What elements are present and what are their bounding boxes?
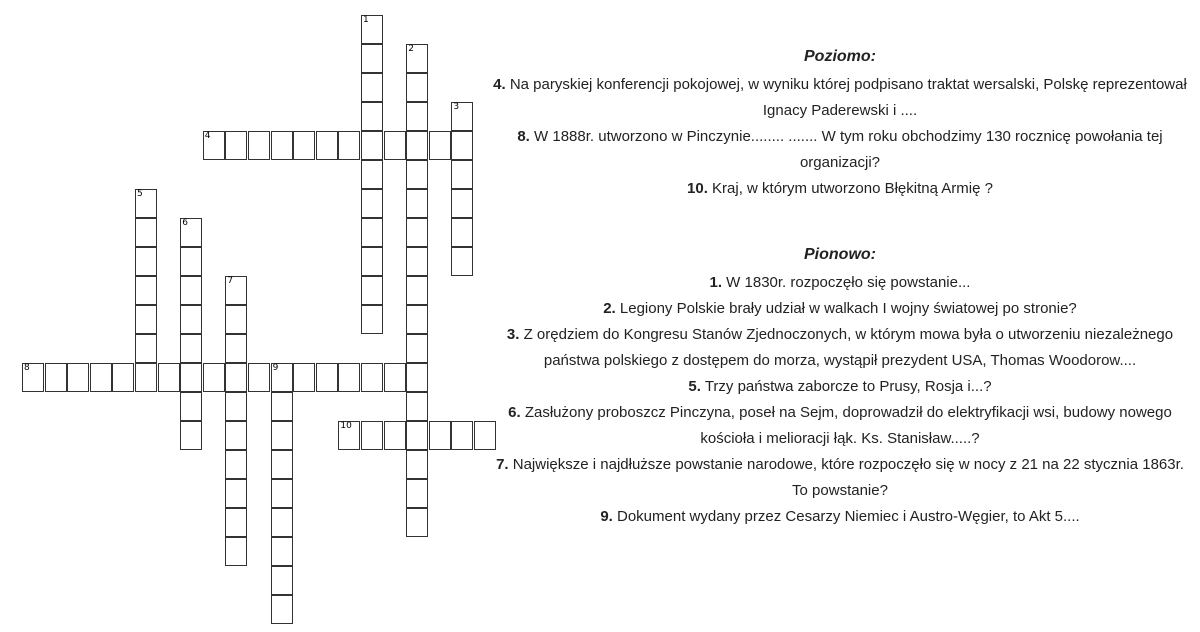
- crossword-cell[interactable]: [451, 189, 473, 218]
- crossword-cell[interactable]: [225, 131, 247, 160]
- crossword-cell[interactable]: [451, 218, 473, 247]
- crossword-cell[interactable]: [22, 363, 44, 392]
- crossword-cell[interactable]: [361, 363, 383, 392]
- across-clue: [490, 72, 1190, 124]
- cell-number: 4: [204, 131, 211, 141]
- crossword-cell[interactable]: [429, 421, 451, 450]
- down-clue: [490, 322, 1190, 374]
- clue-text: Kraj, w którym utworzono Błękitną Armię ?: [707, 180, 993, 197]
- clue-number: 9.: [600, 508, 613, 525]
- clue-text: Największe i najdłuższe powstanie narodowe, które rozpoczęło się w nocy z 21 na 22 stycznia 1863r. To powstanie?: [508, 456, 1184, 499]
- crossword-cell[interactable]: [361, 305, 383, 334]
- clue-number: 5.: [688, 378, 701, 395]
- crossword-cell[interactable]: [451, 247, 473, 276]
- crossword-cell[interactable]: [45, 363, 67, 392]
- crossword-cell[interactable]: [135, 189, 157, 218]
- crossword-cell[interactable]: [225, 421, 247, 450]
- clue-number: 6.: [508, 404, 521, 421]
- cell-number: 1: [363, 15, 369, 25]
- crossword-cell[interactable]: [293, 363, 315, 392]
- down-clue: [490, 270, 1190, 296]
- crossword-cell[interactable]: [67, 363, 89, 392]
- clue-number: 8.: [517, 128, 530, 145]
- crossword-cell[interactable]: [180, 305, 202, 334]
- crossword-cell[interactable]: [135, 363, 157, 392]
- across-clue-list: [490, 72, 1190, 202]
- crossword-cell[interactable]: [361, 218, 383, 247]
- crossword-cell[interactable]: [225, 508, 247, 537]
- crossword-cell[interactable]: [180, 421, 202, 450]
- clue-text: W 1888r. utworzono w Pinczynie........ ....... W tym roku obchodzimy 130 rocznicę powołania tej organizacji?: [529, 128, 1163, 171]
- down-clue-list: [490, 270, 1190, 530]
- crossword-cell[interactable]: [361, 102, 383, 131]
- cell-number: 2: [408, 44, 414, 54]
- crossword-cell[interactable]: [271, 479, 293, 508]
- crossword-cell[interactable]: [316, 363, 338, 392]
- clue-number: 10.: [687, 180, 708, 197]
- across-clue: [490, 124, 1190, 176]
- down-clue: [490, 452, 1190, 504]
- crossword-cell[interactable]: [225, 276, 247, 305]
- crossword-cell[interactable]: [225, 334, 247, 363]
- crossword-cell[interactable]: [135, 334, 157, 363]
- crossword-cell[interactable]: [316, 131, 338, 160]
- crossword-cell[interactable]: [406, 189, 428, 218]
- crossword-cell[interactable]: [338, 131, 360, 160]
- crossword-cell[interactable]: [406, 479, 428, 508]
- crossword-cell[interactable]: [180, 218, 202, 247]
- crossword-cell[interactable]: [361, 131, 383, 160]
- crossword-cell[interactable]: [271, 392, 293, 421]
- crossword-cell[interactable]: [361, 421, 383, 450]
- crossword-cell[interactable]: [338, 421, 360, 450]
- clue-number: 2.: [603, 300, 616, 317]
- crossword-cell[interactable]: [384, 421, 406, 450]
- clue-text: Trzy państwa zaborcze to Prusy, Rosja i...?: [700, 378, 992, 395]
- cell-number: 9: [272, 363, 279, 373]
- cell-number: 7: [227, 276, 234, 286]
- crossword-cell[interactable]: [225, 537, 247, 566]
- crossword-cell[interactable]: [406, 102, 428, 131]
- crossword-cell[interactable]: [451, 160, 473, 189]
- crossword-cell[interactable]: [225, 450, 247, 479]
- down-heading: Pionowo:: [804, 246, 876, 263]
- crossword-cell[interactable]: [406, 450, 428, 479]
- crossword-cell[interactable]: [180, 392, 202, 421]
- crossword-cell[interactable]: [406, 44, 428, 73]
- crossword-cell[interactable]: [384, 363, 406, 392]
- crossword-cell[interactable]: [406, 131, 428, 160]
- crossword-cell[interactable]: [406, 218, 428, 247]
- crossword-cell[interactable]: [271, 595, 293, 624]
- crossword-cell[interactable]: [406, 305, 428, 334]
- crossword-cell[interactable]: [203, 363, 225, 392]
- crossword-cell[interactable]: [225, 363, 247, 392]
- clue-text: Dokument wydany przez Cesarzy Niemiec i Austro-Węgier, to Akt 5....: [612, 508, 1080, 525]
- crossword-cell[interactable]: [406, 73, 428, 102]
- crossword-cell[interactable]: [180, 363, 202, 392]
- crossword-cell[interactable]: [271, 363, 293, 392]
- across-clue: [490, 176, 1190, 202]
- crossword-cell[interactable]: [248, 363, 270, 392]
- down-clue: [490, 374, 1190, 400]
- crossword-grid: [0, 0, 490, 632]
- down-clue: [490, 400, 1190, 452]
- crossword-cell[interactable]: [451, 421, 473, 450]
- clue-text: W 1830r. rozpoczęło się powstanie...: [722, 274, 971, 291]
- cell-number: 8: [24, 363, 30, 373]
- crossword-cell[interactable]: [361, 247, 383, 276]
- crossword-cell[interactable]: [225, 305, 247, 334]
- crossword-cell[interactable]: [406, 276, 428, 305]
- crossword-cell[interactable]: [406, 247, 428, 276]
- crossword-cell[interactable]: [361, 15, 383, 44]
- crossword-cell[interactable]: [406, 160, 428, 189]
- clue-text: Legiony Polskie brały udział w walkach I wojny światowej po stronie?: [615, 300, 1077, 317]
- crossword-cell[interactable]: [361, 73, 383, 102]
- crossword-cell[interactable]: [90, 363, 112, 392]
- crossword-cell[interactable]: [451, 131, 473, 160]
- crossword-cell[interactable]: [248, 131, 270, 160]
- crossword-cell[interactable]: [338, 363, 360, 392]
- down-clue: [490, 296, 1190, 322]
- clue-text: Zasłużony proboszcz Pinczyna, poseł na Sejm, doprowadził do elektryfikacji wsi, budowy nowego kościoła i melioracji łąk. Ks. Stanisław.....?: [520, 404, 1172, 447]
- crossword-cell[interactable]: [429, 131, 451, 160]
- crossword-cell[interactable]: [451, 102, 473, 131]
- down-clue: [490, 504, 1190, 530]
- crossword-cell[interactable]: [271, 537, 293, 566]
- crossword-cell[interactable]: [361, 276, 383, 305]
- crossword-cell[interactable]: [406, 508, 428, 537]
- crossword-cell[interactable]: [135, 247, 157, 276]
- cell-number: 6: [182, 218, 188, 228]
- crossword-cell[interactable]: [271, 566, 293, 595]
- clue-number: 4.: [493, 76, 506, 93]
- crossword-cell[interactable]: [406, 334, 428, 363]
- crossword-cell[interactable]: [203, 131, 225, 160]
- crossword-cell[interactable]: [271, 421, 293, 450]
- crossword-cell[interactable]: [293, 131, 315, 160]
- clue-number: 7.: [496, 456, 509, 473]
- crossword-cell[interactable]: [225, 479, 247, 508]
- crossword-cell[interactable]: [406, 363, 428, 392]
- crossword-cell[interactable]: [271, 508, 293, 537]
- clues-panel: [490, 40, 1190, 530]
- across-heading: Poziomo:: [804, 48, 876, 65]
- clue-number: 3.: [506, 326, 520, 343]
- crossword-cell[interactable]: [406, 392, 428, 421]
- crossword-cell[interactable]: [180, 276, 202, 305]
- crossword-cell[interactable]: [158, 363, 180, 392]
- crossword-cell[interactable]: [135, 276, 157, 305]
- crossword-cell[interactable]: [406, 421, 428, 450]
- crossword-cell[interactable]: [135, 218, 157, 247]
- crossword-cell[interactable]: [361, 189, 383, 218]
- crossword-cell[interactable]: [112, 363, 134, 392]
- clue-text: Z orędziem do Kongresu Stanów Zjednoczonych, w którym mowa była o utworzeniu niezależnego państwa polskiego z dostępem do morza, wystąpił prezydent USA, Thomas Woodorow....: [519, 326, 1174, 369]
- crossword-cell[interactable]: [271, 450, 293, 479]
- cell-number: 3: [453, 102, 460, 112]
- crossword-cell[interactable]: [225, 392, 247, 421]
- crossword-cell[interactable]: [361, 160, 383, 189]
- cell-number: 10: [340, 421, 352, 431]
- clue-number: 1.: [709, 274, 723, 291]
- crossword-cell[interactable]: [135, 305, 157, 334]
- crossword-cell[interactable]: [361, 44, 383, 73]
- crossword-cell[interactable]: [180, 334, 202, 363]
- crossword-cell[interactable]: [384, 131, 406, 160]
- clue-text: Na paryskiej konferencji pokojowej, w wyniku której podpisano traktat wersalski, Polskę reprezentował Ignacy Paderewski i ....: [505, 76, 1187, 119]
- crossword-cell[interactable]: [180, 247, 202, 276]
- cell-number: 5: [137, 189, 143, 199]
- crossword-cell[interactable]: [271, 131, 293, 160]
